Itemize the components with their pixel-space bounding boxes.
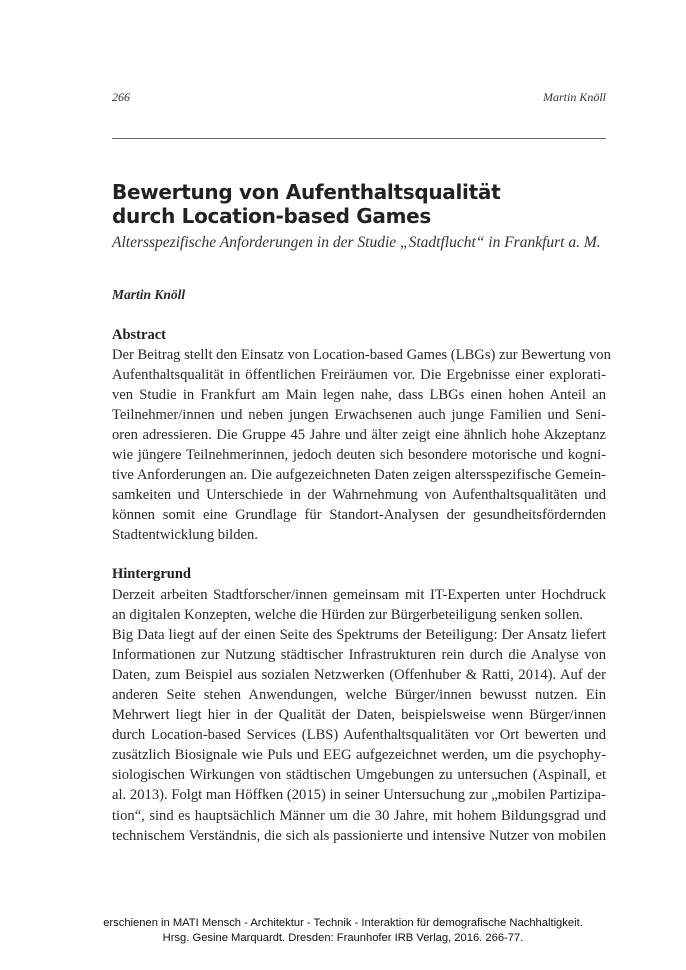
header-divider — [112, 138, 606, 139]
text-line: durch Location-based Services (LBS) Aufenthaltsqualitäten vor Ort bewerten und — [112, 727, 606, 744]
text-line: wie jüngere Teilnehmerinnen, jedoch deuten sich besondere motorische und kogni- — [112, 447, 606, 464]
text-line: Der Beitrag stellt den Einsatz von Location-based Games (LBGs) zur Bewertung von — [112, 347, 611, 363]
article-title — [112, 180, 606, 228]
background-heading: Hintergrund — [112, 566, 191, 582]
text-line: Informationen zur Nutzung städtischer Infrastrukturen rein durch die Analyse von — [112, 647, 606, 664]
text-line: ven Studie in Frankfurt am Main legen nahe, dass LBGs einen hohen Anteil an — [112, 387, 606, 404]
text-line: Daten, zum Beispiel aus sozialen Netzwerken (Offenhuber & Ratti, 2014). Auf der — [112, 667, 606, 684]
citation-footer — [0, 916, 686, 946]
text-line: oren adressieren. Die Gruppe 45 Jahre und älter zeigt eine ähnlich hohe Akzeptanz — [112, 427, 606, 444]
title-line-1: Bewertung von Aufenthaltsqualität — [112, 180, 501, 204]
footer-line-1: erschienen in MATI Mensch - Architektur - Technik - Interaktion für demografische Nachhaltigkeit. — [103, 917, 583, 929]
page-number: 266 — [112, 90, 130, 104]
running-header-author: Martin Knöll — [542, 90, 606, 104]
text-line: anderen Seite stehen Anwendungen, welche Bürger/innen bewusst nutzen. Ein — [112, 687, 606, 704]
text-line: siologischen Wirkungen von städtischen Umgebungen zu untersuchen (Aspinall, et — [112, 767, 606, 784]
footer-line-2: Hrsg. Gesine Marquardt. Dresden: Fraunhofer IRB Verlag, 2016. 266-77. — [162, 932, 524, 944]
text-line: samkeiten und Unterschiede in der Wahrnehmung von Aufenthaltsqualitäten und — [112, 487, 606, 504]
text-line: an digitalen Konzepten, welche die Hürden zur Bürgerbeteiligung senken sollen. — [112, 607, 584, 624]
text-line: al. 2013). Folgt man Höffken (2015) in seiner Untersuchung zur „mobilen Partizipa- — [112, 787, 606, 804]
article-subtitle: Altersspezifische Anforderungen in der Studie „Stadtflucht“ in Frankfurt a. M. — [112, 234, 601, 251]
text-line: Mehrwert liegt hier in der Qualität der Daten, beispielsweise wenn Bürger/innen — [112, 707, 606, 724]
text-line: tion“, sind es hauptsächlich Männer um die 30 Jahre, mit hohem Bildungsgrad und — [112, 807, 606, 824]
text-line: können somit eine Grundlage für Standort-Analysen der gesundheitsfördernden — [112, 507, 606, 524]
author-name: Martin Knöll — [112, 287, 186, 302]
abstract-text — [112, 345, 611, 545]
text-line: Teilnehmer/innen und neben jungen Erwachsenen auch junge Familien und Seni- — [112, 407, 606, 424]
text-line: tive Anforderungen an. Die aufgezeichneten Daten zeigen altersspezifische Gemein- — [112, 467, 606, 484]
text-line: zusätzlich Biosignale wie Puls und EEG aufgezeichnet werden, um die psychophy- — [112, 747, 606, 764]
background-text — [112, 585, 606, 846]
text-line: Big Data liegt auf der einen Seite des Spektrums der Beteiligung: Der Ansatz liefert — [112, 627, 606, 644]
text-line: technischem Verständnis, die sich als passionierte und intensive Nutzer von mobilen — [112, 827, 606, 844]
text-line: Stadtentwicklung bilden. — [112, 527, 258, 544]
text-line: Aufenthaltsqualität in öffentlichen Freiräumen vor. Die Ergebnisse einer explorati- — [112, 367, 606, 384]
title-line-2: durch Location-based Games — [112, 204, 431, 228]
abstract-heading: Abstract — [112, 327, 166, 343]
text-line: Derzeit arbeiten Stadtforscher/innen gemeinsam mit IT-Experten unter Hochdruck — [112, 587, 606, 603]
